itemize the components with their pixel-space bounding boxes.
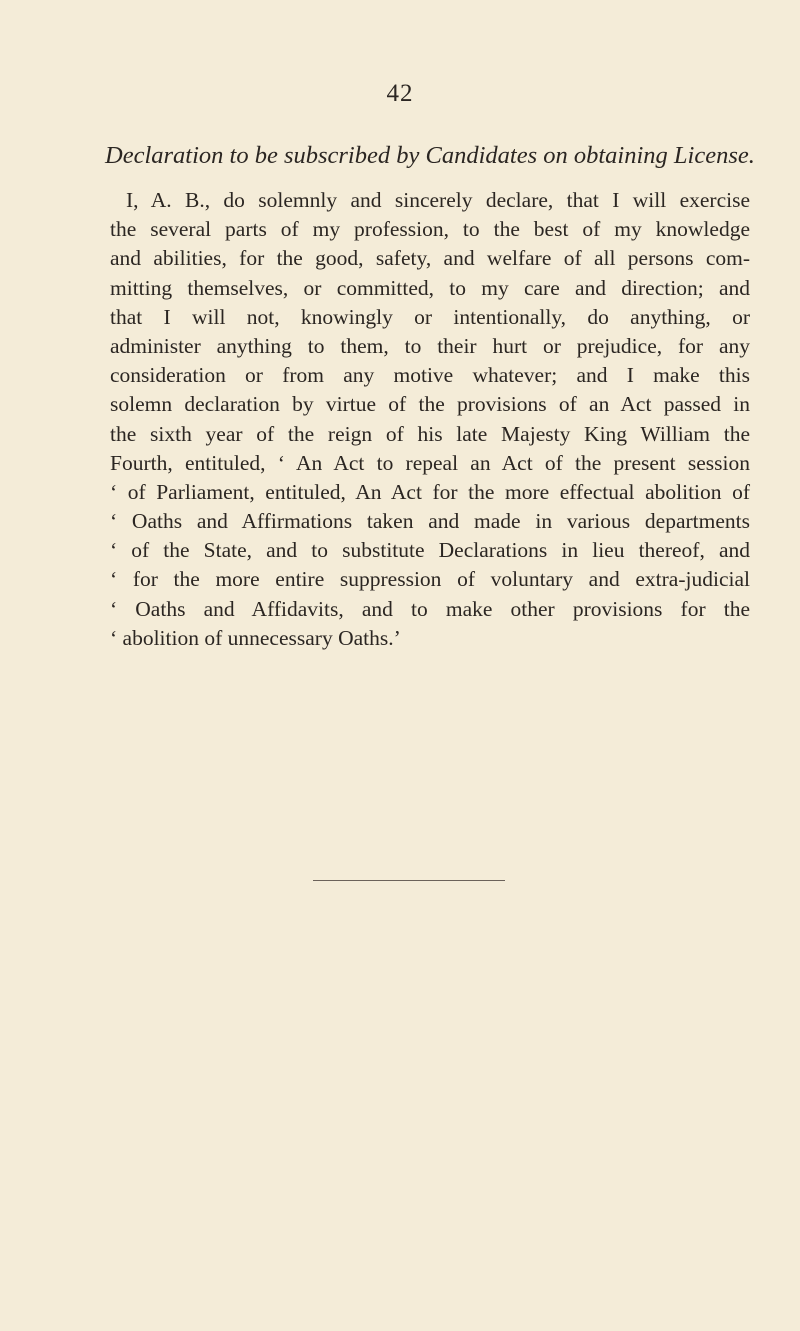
text-line: ‘ of Parliament, entituled, An Act for the more effectual abolition of (110, 479, 750, 504)
text-line: mitting themselves, or committed, to my care and direction; and (110, 275, 750, 300)
text-line: solemn declaration by virtue of the provisions of an Act passed in (110, 392, 750, 417)
text-line: and abilities, for the good, safety, and welfare of all persons com- (110, 246, 750, 271)
text-line: ‘ for the more entire suppression of voluntary and extra-judicial (110, 567, 750, 592)
text-line: Fourth, entituled, ‘ An Act to repeal an Act of the present session (110, 450, 750, 475)
text-line: the several parts of my profession, to the best of my knowledge (110, 217, 750, 242)
text-line: administer anything to them, to their hurt or prejudice, for any (110, 333, 750, 358)
page-number: 42 (386, 80, 414, 107)
declaration-body (110, 186, 750, 653)
text-line: I, A. B., do solemnly and sincerely declare, that I will exercise (126, 188, 750, 212)
text-line: that I will not, knowingly or intentionally, do anything, or (110, 304, 750, 329)
text-line: ‘ of the State, and to substitute Declarations in lieu thereof, and (110, 538, 750, 563)
declaration-heading: Declaration to be subscribed by Candidates on obtaining License. (105, 142, 755, 169)
text-line: ‘ Oaths and Affidavits, and to make other provisions for the (110, 596, 750, 621)
section-divider (313, 880, 505, 881)
text-line: ‘ abolition of unnecessary Oaths.’ (110, 625, 401, 650)
text-line: consideration or from any motive whatever; and I make this (110, 363, 750, 388)
text-line: the sixth year of the reign of his late Majesty King William the (110, 421, 750, 446)
text-line: ‘ Oaths and Affirmations taken and made in various departments (110, 509, 750, 534)
